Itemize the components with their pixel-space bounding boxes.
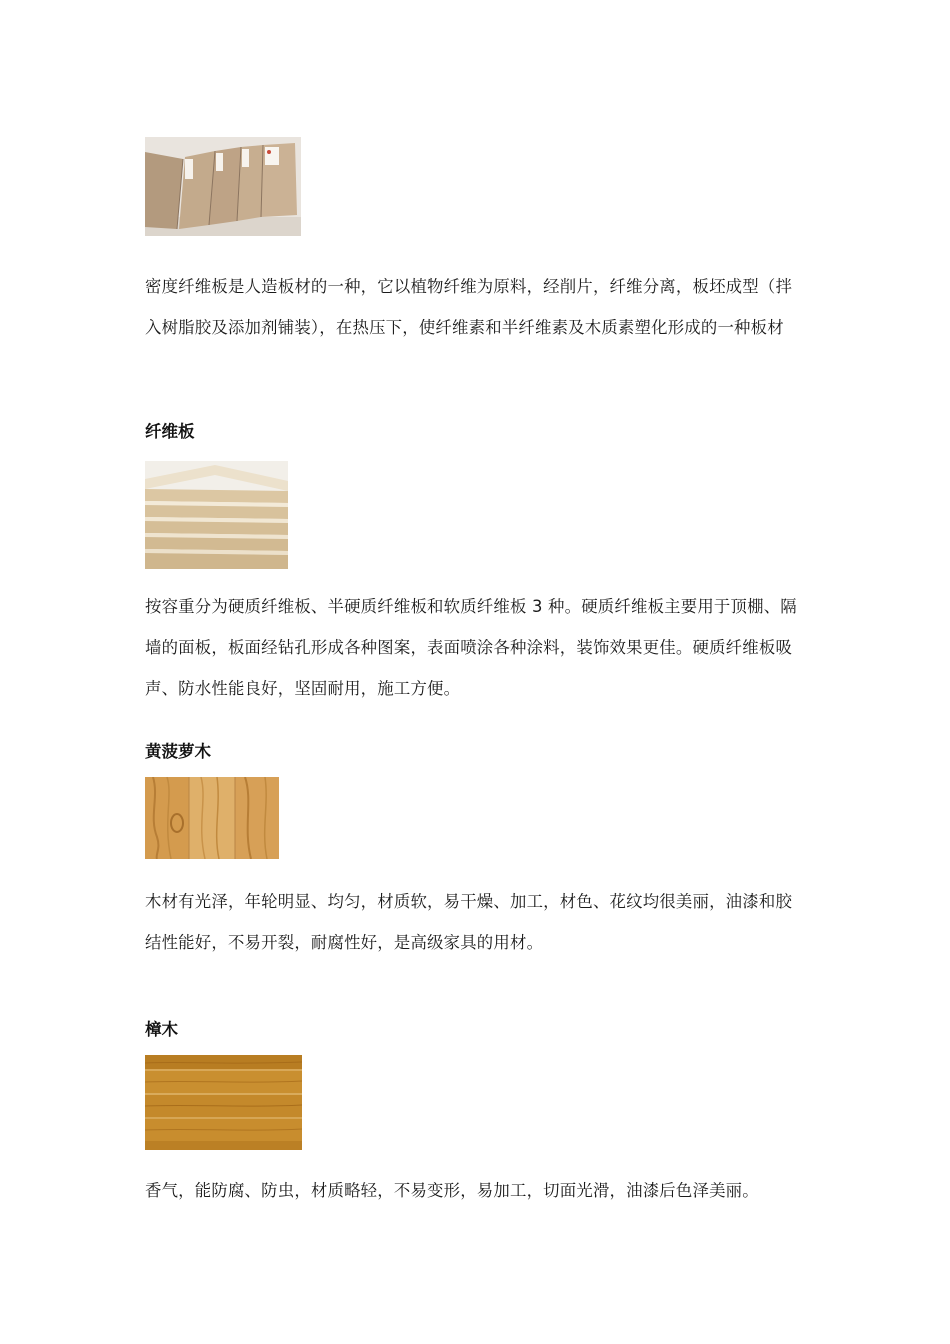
amur-cork-paragraph	[145, 881, 810, 963]
camphor-paragraph	[145, 1170, 810, 1211]
fiberboard-line: 墙的面板，板面经钻孔形成各种图案，表面喷涂各种涂料，装饰效果更佳。硬质纤维板吸	[145, 638, 793, 657]
fiberboard-paragraph	[145, 586, 810, 709]
fiberboard-stack-photo	[145, 461, 288, 569]
section-heading-amur-cork: 黄菠萝木	[145, 742, 211, 761]
amur-cork-line: 木材有光泽，年轮明显、均匀，材质软，易干燥、加工，材色、花纹均很美丽，油漆和胶	[145, 892, 793, 911]
camphor-line: 香气，能防腐、防虫，材质略轻，不易变形，易加工，切面光滑，油漆后色泽美丽。	[145, 1181, 759, 1200]
intro-line: 密度纤维板是人造板材的一种，它以植物纤维为原料，经削片，纤维分离，板坯成型（拌	[145, 277, 793, 296]
camphor-wood-grain-photo	[145, 1055, 302, 1150]
amur-cork-wood-grain-photo	[145, 777, 279, 859]
mdf-board-samples-photo	[145, 137, 301, 236]
section-heading-fiberboard: 纤维板	[145, 422, 195, 441]
fiberboard-line: 按容重分为硬质纤维板、半硬质纤维板和软质纤维板 3 种。硬质纤维板主要用于顶棚、隔	[145, 597, 797, 616]
fiberboard-line: 声、防水性能良好，坚固耐用，施工方便。	[145, 679, 461, 698]
intro-paragraph	[145, 266, 810, 348]
intro-line: 入树脂胶及添加剂铺装），在热压下，使纤维素和半纤维素及木质素塑化形成的一种板材	[145, 318, 784, 337]
amur-cork-line: 结性能好，不易开裂，耐腐性好，是高级家具的用材。	[145, 933, 544, 952]
section-heading-camphor: 樟木	[145, 1020, 178, 1039]
